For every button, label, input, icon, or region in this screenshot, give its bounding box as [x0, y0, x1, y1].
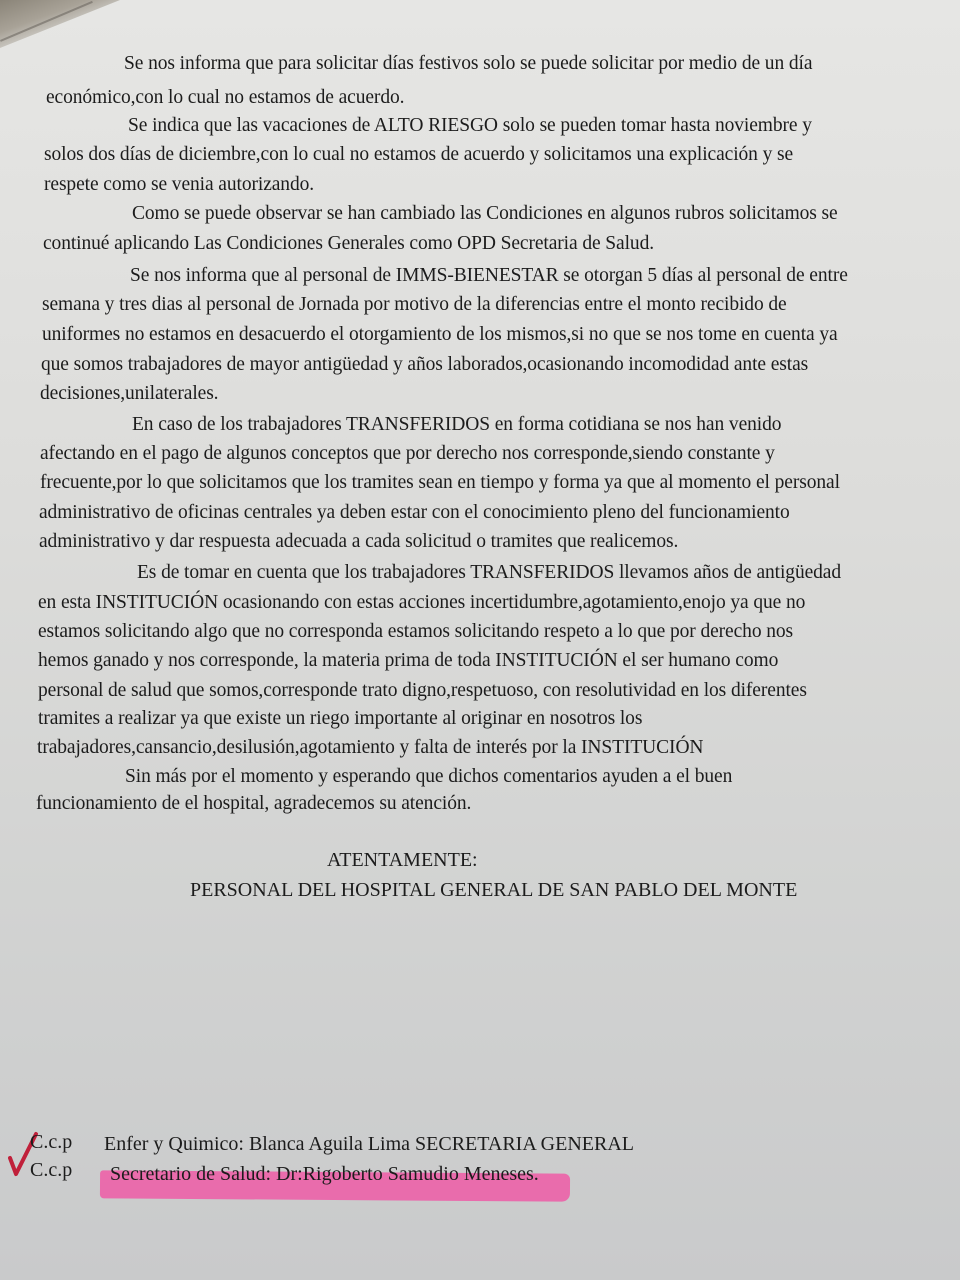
- text-line: en esta INSTITUCIÓN ocasionando con estas acciones incertidumbre,agotamiento,enojo ya que no: [38, 592, 806, 613]
- text-line: respete como se venia autorizando.: [44, 174, 315, 195]
- text-line: semana y tres dias al personal de Jornada por motivo de la diferencias entre el monto recibido de: [42, 294, 787, 315]
- text-line: decisiones,unilaterales.: [40, 383, 219, 404]
- closing-salutation: ATENTAMENTE:: [327, 849, 478, 871]
- cc-recipient: Secretario de Salud: Dr:Rigoberto Samudio Meneses.: [110, 1163, 539, 1185]
- text-line: económico,con lo cual no estamos de acuerdo.: [46, 87, 405, 108]
- text-line: frecuente,por lo que solicitamos que los tramites sean en tiempo y forma ya que al momento el personal: [40, 472, 840, 493]
- text-line: trabajadores,cansancio,desilusión,agotamiento y falta de interés por la INSTITUCIÓN: [37, 737, 704, 758]
- text-line: funcionamiento de el hospital, agradecemos su atención.: [36, 793, 472, 814]
- text-line: Se nos informa que para solicitar días festivos solo se puede solicitar por medio de un día: [124, 53, 813, 74]
- text-line: Como se puede observar se han cambiado las Condiciones en algunos rubros solicitamos se: [132, 203, 838, 224]
- text-line: tramites a realizar ya que existe un riego importante al originar en nosotros los: [38, 708, 643, 729]
- text-line: solos dos días de diciembre,con lo cual no estamos de acuerdo y solicitamos una explicación y se: [44, 144, 794, 165]
- text-line: administrativo y dar respuesta adecuada a cada solicitud o tramites que realicemos.: [39, 531, 679, 552]
- text-line: estamos solicitando algo que no corresponda estamos solicitando respeto a lo que por derecho nos: [38, 621, 794, 642]
- text-line: administrativo de oficinas centrales ya deben estar con el conocimiento pleno del funcionamiento: [39, 502, 790, 523]
- page-fold-shadow: [0, 0, 120, 48]
- text-line: hemos ganado y nos corresponde, la materia prima de toda INSTITUCIÓN el ser humano como: [38, 650, 779, 671]
- text-line: uniformes no estamos en desacuerdo el otorgamiento de los mismos,si no que se nos tome en cuenta ya: [42, 324, 838, 345]
- text-line: personal de salud que somos,corresponde trato digno,respetuoso, con resolutividad en los diferentes: [38, 680, 807, 701]
- text-line: afectando en el pago de algunos conceptos que por derecho nos corresponde,siendo constante y: [40, 443, 775, 464]
- text-line: Es de tomar en cuenta que los trabajadores TRANSFERIDOS llevamos años de antigüedad: [137, 562, 842, 583]
- text-line: Sin más por el momento y esperando que dichos comentarios ayuden a el buen: [125, 766, 733, 787]
- cc-label: C.c.p: [30, 1131, 73, 1153]
- cc-recipient: Enfer y Quimico: Blanca Aguila Lima SECRETARIA GENERAL: [104, 1133, 634, 1155]
- text-line: continué aplicando Las Condiciones Generales como OPD Secretaria de Salud.: [43, 233, 654, 254]
- text-line: que somos trabajadores de mayor antigüedad y años laborados,ocasionando incomodidad ante estas: [41, 354, 809, 375]
- cc-label: C.c.p: [30, 1159, 73, 1181]
- text-line: Se indica que las vacaciones de ALTO RIESGO solo se pueden tomar hasta noviembre y: [128, 115, 812, 136]
- text-line: Se nos informa que al personal de IMMS-BIENESTAR se otorgan 5 días al personal de entre: [130, 265, 848, 286]
- text-line: En caso de los trabajadores TRANSFERIDOS en forma cotidiana se nos han venido: [132, 414, 782, 435]
- closing-signatory: PERSONAL DEL HOSPITAL GENERAL DE SAN PABLO DEL MONTE: [190, 879, 798, 901]
